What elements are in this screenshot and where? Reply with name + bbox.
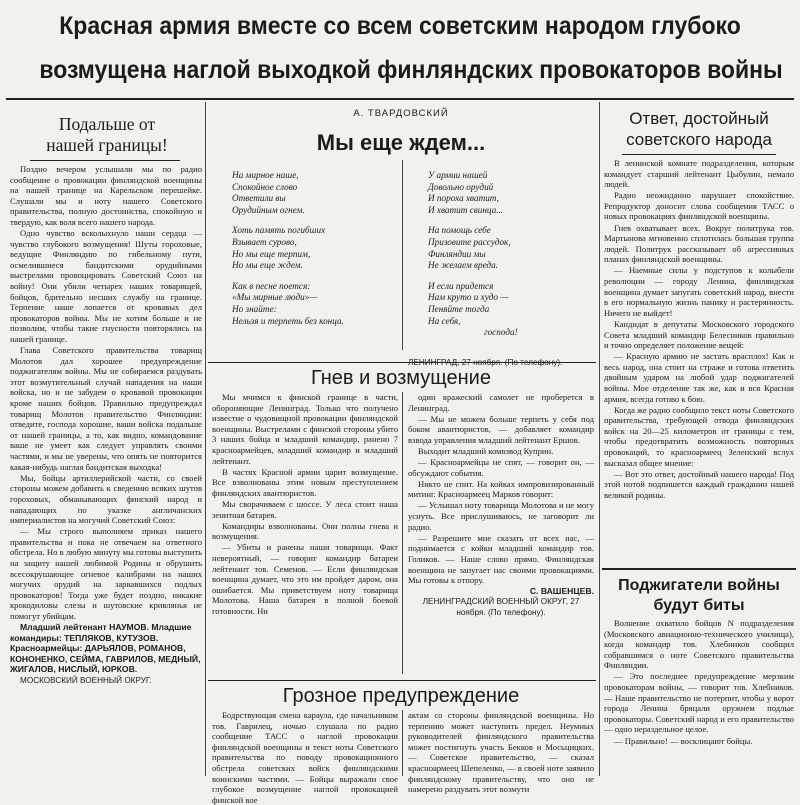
paragraph: один вражеский самолет не проберется в Ленинград. [408, 392, 594, 413]
anger-article-dateline: ЛЕНИНГРАДСКИЙ ВОЕННЫЙ ОКРУГ, 27 ноября. (По телефону). [422, 597, 580, 617]
arson-article-body [604, 618, 794, 776]
paragraph: — Красную армию не застать врасплох! Как и весь народ, она стоит на страже и готова ответить двойным ударом на любой удар поджигателей войны. Мое отделение так же, как и вся Красная армия, всегда готово к бою. [604, 351, 794, 404]
warn-article-col2 [408, 710, 594, 795]
front-banner-headline [39, 4, 783, 96]
warn-article-title: Грозное предупреждение [282, 685, 520, 707]
paragraph: Поздно вечером услышали мы по радио сообщение о провокации финляндской военщины на нашей границе на Карельском перешейке. Слушали мы и ноту нашего Советского правительства, полную достоинства, спокойную и твердую, как воля всего нашего народа. [10, 164, 202, 227]
warn-article-col1 [212, 710, 398, 805]
paragraph: Радио неожиданно нарушает спокойствие. Репродуктор доносит слова сообщения ТАСС о новых провокациях финляндской военщины. [604, 190, 794, 222]
paragraph: — Это последнее предупреждение мерзким провокаторам войны, — говорит тов. Хлебников. — Наше правительство не потерпит, чтобы у ворот города Ленина бряцали оружием подлые провокаторы. Советский народ и его правительство — одно нераздельное целое. [604, 671, 794, 735]
paragraph: Волнение охватило бойцов N подразделения (Московского авиационно-технического училища), когда командир тов. Хлебников сообщил собравшимся о ноте Советского правительства Финляндии. [604, 618, 794, 671]
right-article-title: Ответ, достойный советского народа [626, 109, 772, 149]
paragraph: — Убиты и ранены наши товарищи. Факт невероятный, — говорит командир батареи лейтенант тов. Семенов. — Если финляндская военщина думает, что это им пройдет даром, она ошибается. Мы приветствуем ноту товарища Молотова. Наша батарея в полной боевой готовности. Ни [212, 542, 398, 616]
paragraph: Никто не спит. На койках импровизированный митинг. Красноармеец Марков говорит: [408, 478, 594, 500]
warn-top-rule [208, 680, 596, 681]
paragraph: В частях Красной армии царит возмущение. Все взволнованы этим новым преступлением финляндских авантюристов. [212, 466, 398, 498]
anger-column-rule [402, 392, 403, 674]
paragraph: — Услышал ноту товарища Молотова и не могу уснуть. Все прислушиваюсь, не заговорит ли радио. [408, 500, 594, 532]
warn-column-rule [402, 710, 403, 776]
left-article-body [10, 164, 202, 776]
poem-author: А. ТВАРДОВСКИЙ [353, 108, 449, 119]
anger-article-col2 [408, 392, 594, 678]
poem-stanza: На мирное наше, Спокойное слово Ответили вы Орудийным огнем. [232, 170, 305, 215]
poem-stanza: На помощь себе Призовите рассудок, Финляндии мы Не желаем вреда. [428, 225, 511, 271]
right-article-body [604, 158, 794, 562]
paragraph: — Вот это ответ, достойный нашего народа! Под этой нотой подпишется каждый гражданин нашей великой родины. [604, 468, 794, 500]
left-article-signature: Младший лейтенант НАУМОВ. Младшие командиры: ТЕПЛЯКОВ, КУТУЗОВ. Красноармейцы: ДАРЬЯЛОВ, РОМАНОВ, КОНОНЕНКО, СЕЙМА, ГАВРИЛОВ, МЕДНЫЙ, ЖИГАЛОВ, НИСЛЫЙ, ЮРКОВ. [10, 622, 201, 675]
paragraph: Глава Советского правительства товарищ Молотов дал хорошее предупреждение поджигателям войны. Мы не собираемся раздувать этот возмутительный случай нападения на наши войска, но и не забудем о кровавой провокации кроме наших бойцов. Правильно предупреждал товарищ Молотов правительство Финляндии: отведите, господа хорошие, ваши войска подальше от нашей границы, а то, как видно, командование ваше не умеет как следует управлять своими частями, и мы не уверены, что опять не повторится какая-нибудь наглая бандитская выходка! [10, 345, 202, 472]
arson-article-title: Поджигатели войны будут биты [618, 577, 780, 614]
banner-rule [6, 98, 794, 100]
column-rule-left [205, 102, 206, 776]
paragraph: Выходит младший комвзвод Куприн. [418, 445, 554, 456]
paragraph: — Красноармейцы не спят, — говорит он, — обсуждают события. [408, 457, 594, 478]
paragraph: Гнев охватывает всех. Вокруг политрука тов. Мартынова мгновенно сплотилась большая группа людей. Политрук рассказывает об агрессивных планах финляндской военщины. [604, 222, 794, 265]
left-title-rule [30, 160, 180, 161]
left-article-dateline: МОСКОВСКИЙ ВОЕННЫЙ ОКРУГ. [20, 675, 152, 685]
poem-stanza: Как в песне поется: «Мы мирные люди»— Но знайте: Нельзя и терпеть без конца. [232, 280, 344, 326]
paragraph: актам со стороны финляндской военщины. Но терпению может наступить предел. Неумных руководителей финляндского правительства может постигнуть участь Бекков и Мосьцицких. — Советское правительство, — сказал красноармеец Шепеленко, — в своей ноте заявило финляндскому правительству, что оно не намерено раздувать этот возмути [408, 710, 594, 795]
poem-right-column [428, 170, 594, 339]
paragraph: — Мы не можем больше терпеть у себя под боком авантюристов, — добавляет командир взвода управления младший лейтенант Ершов. [408, 413, 594, 445]
anger-article-col1 [212, 392, 398, 678]
paragraph: — Наемные силы у подступов к колыбели революции — городу Ленина, финляндская военщина думает запугать советский народ, внести в его нормальную жизнь панику и растерянность. Ничего не выйдет! [604, 265, 794, 318]
paragraph: Кандидат в депутаты Московского городского Совета младший командир Белесников правильно и точно определяет положение вещей: [604, 318, 794, 351]
banner-line-1: Красная армия вместе со всем советским народом глубоко [59, 12, 741, 40]
paragraph: Бодрствующая смена караула, где начальником тов. Гаврилец, ночью слушала по радио сообщение ТАСС о наглой провокации финляндской военщины и текст ноты Советского правительства по поводу провокационного обстрела советских войск финляндскими воинскими частями. — Бойцы выражали свое глубокое возмущение наглой провокацией финской вое [212, 710, 398, 805]
poem-title: Мы еще ждем... [316, 130, 486, 155]
right-title-rule [622, 154, 776, 155]
left-article-title: Подальше от нашей границы! [46, 114, 168, 155]
column-rule-right [599, 102, 600, 776]
anger-article-signature: С. ВАШЕНЦЕВ. [529, 586, 594, 597]
paragraph: Командиры взволнованы. Они полны гнева и возмущения. [212, 520, 398, 542]
poem-stanza: У армии нашей Довольно орудий И пороха хватит, И хватит свинца... [428, 170, 504, 215]
paragraph: — Правильно! — восклицают бойцы. [614, 735, 753, 746]
poem-stanza: И если придется Нам круто и худо — Пеняйте тогда На себя, господа! [428, 280, 518, 338]
banner-line-2: возмущена наглой выходкой финляндских провокаторов войны [39, 56, 783, 84]
paragraph: — Мы строго выполняем приказ нашего правительства и пока не отвечаем на ответного обстрела. Но в любую минуту мы готовы выступить на защиту нашей любимой Родины и обрушить всесокрушающее огневое калибрами на наших могучих орудий на зарвавшихся подлых провокаторов! Тогда уже будет поздно, никакие крокодиловы слезы и шутовские кривлянья не помогут убийцам. [10, 526, 202, 621]
poem-left-column [232, 170, 400, 327]
paragraph: В ленинской комнате подразделения, которым командует старший лейтенант Цыбулин, немало людей. [604, 158, 794, 190]
anger-article-title: Гнев и возмущение [311, 367, 491, 389]
anger-top-rule [208, 362, 596, 363]
paragraph: Мы, бойцы артиллерийской части, со своей стороны можем добавить к сведению всяких шутов гороховых, обманывающих финский народ и нападающих по указке англичанских империалистов на могучий Советский Союз: [10, 472, 202, 526]
paragraph: Когда же радио сообщило текст ноты Советского правительства, требующей отвода финляндских войск на 20—25 километров от границы с тем, чтобы предотвратить возможность повторных провокаций, то красноармеец Зеленский вслух высказал общее мнение: [604, 404, 794, 468]
arson-top-rule [602, 568, 796, 570]
poem-column-rule [402, 160, 403, 350]
paragraph: — Разрешите мне сказать от всех нас, — поднимается с койки младший командир тов. Голиков. — Наше слово прямо. Финляндская военщина не запугает нас своими провокациями. Мы готовы к отпору. [408, 532, 594, 586]
paragraph: Мы мчимся к финской границе в части, обороняющие Ленинград. Только что получено известие о чудовищной провокации финляндской военщины. Выстрелами с финской стороны убито 3 наших бойца и младший командир, ранено 7 красноармейцев, младший командир и младший лейтенант. [212, 392, 398, 466]
paragraph: Одно чувство всколыхнуло наши сердца — чувство глубокого возмущения! Шуты гороховые, ведущие Финляндию по гибельному пути, осмелившиеся бандитскими орудийными выстрелами провоцировать Советский Союз на войну! Они убили четырех наших товарищей, бойцов, бдительно несших службу на границе. Терпение наше лопается от кровавых дел провокаторов войны. Мы не хотим больше и не позволим, чтобы такие гнусности повторялись на нашей границе. [10, 228, 202, 344]
paragraph: Мы сворачиваем с шоссе. У леса стоит наша зенитная батарея. [212, 498, 398, 520]
poem-stanza: Хоть память погибших Взывает сурово, Но мы еще терпим, Но мы еще ждем. [232, 225, 326, 271]
